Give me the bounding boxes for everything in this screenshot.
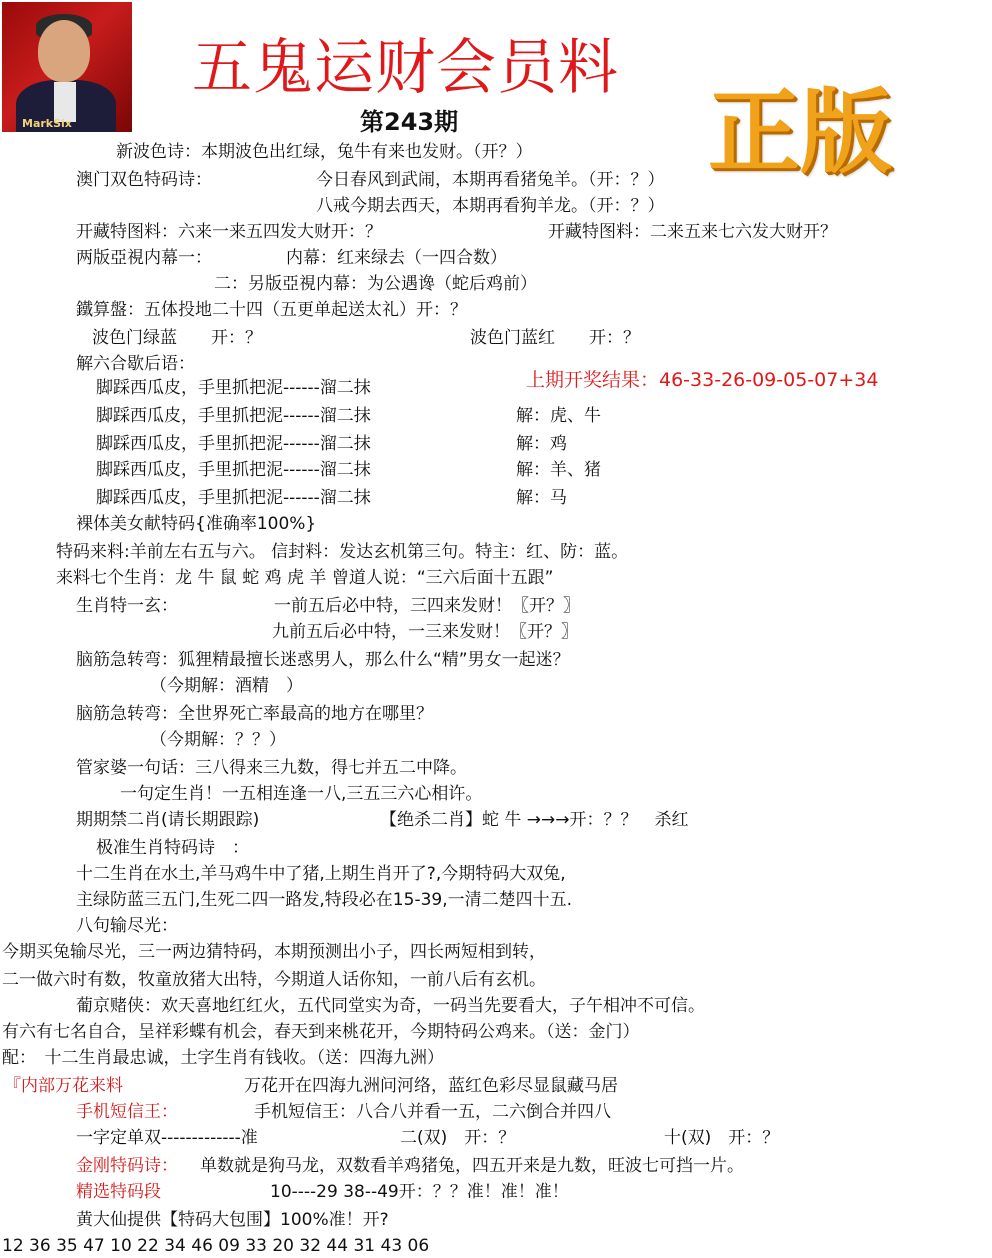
text-line: 解：虎、牛 [516, 406, 601, 426]
text-line: 解：羊、猪 [516, 460, 601, 480]
text-line: 10----29 38--49开：？？准！准！准！ [270, 1182, 569, 1202]
text-line: 万花开在四海九洲问河络，蓝红色彩尽显鼠藏马居 [244, 1076, 618, 1096]
text-line: 一字定单双-------------准 [76, 1128, 258, 1148]
text-line: 澳门双色特码诗： [76, 170, 212, 190]
portrait-photo [2, 2, 132, 132]
text-line: 新波色诗：本期波色出红绿，兔牛有来也发财。（开？） [116, 142, 533, 162]
text-line: 八戒今期去西天，本期再看狗羊龙。（开：？） [316, 196, 665, 216]
text-line: 管家婆一句话：三八得来三九数，得七并五二中降。 [76, 758, 467, 778]
text-line: 配： 十二生肖最忠诚，土字生肖有钱收。（送：四海九洲） [2, 1048, 444, 1068]
text-line: 开藏特图料：六来一来五四发大财开：？ [76, 222, 382, 242]
text-line: 八句输尽光： [76, 916, 178, 936]
text-line: 开藏特图料：二来五来七六发大财开？ [548, 222, 837, 242]
text-line: 脚踩西瓜皮，手里抓把泥------溜二抹 [96, 378, 371, 398]
text-line: 一句定生肖！一五相连逢一八,三五三六心相许。 [120, 784, 483, 804]
text-line: 脚踩西瓜皮，手里抓把泥------溜二抹 [96, 488, 371, 508]
text-line: 黄大仙提供【特码大包围】100%准！开? [76, 1210, 389, 1230]
text-line: 波色门蓝红 开：？ [470, 328, 640, 348]
photo-caption: MarkSix [22, 117, 72, 130]
text-line: 主绿防蓝三五门,生死二四一路发,特段必在15-39,一清二楚四十五. [76, 890, 573, 910]
text-line: 二(双) 开：？ [400, 1128, 516, 1148]
text-line: 极准生肖特码诗 ： [96, 838, 249, 858]
text-line: 鐵算盤：五体投地二十四（五更单起送太礼）开：？ [76, 300, 467, 320]
text-line: （今期解：酒精 ） [150, 676, 303, 696]
text-line: 解六合歇后语： [76, 354, 195, 374]
text-line: 来料七个生肖：龙 牛 鼠 蛇 鸡 虎 羊 曾道人说：“三六后面十五跟” [56, 568, 554, 588]
text-line: 脚踩西瓜皮，手里抓把泥------溜二抹 [96, 406, 371, 426]
text-line-red: 『内部万花来料 [4, 1076, 123, 1096]
text-line: 特码来料:羊前左右五与六。 信封料：发达玄机第三句。特主：红、防：蓝。 [56, 542, 629, 562]
text-line: 脑筋急转弯：狐狸精最擅长迷惑男人，那么什么“精”男女一起迷？ [76, 650, 570, 670]
text-line: 二：另版亞視内幕：为公遇谗（蛇后鸡前） [214, 274, 537, 294]
text-line: 生肖特一玄： [76, 596, 178, 616]
text-line: 内幕：红来绿去（一四合数） [286, 248, 507, 268]
text-line: 二一做六时有数，牧童放猪大出特，今期道人话你知，一前八后有玄机。 [2, 970, 546, 990]
page-title: 五鬼运财会员料 [192, 33, 619, 103]
text-line: 两版亞視内幕一： [76, 248, 212, 268]
text-line-red: 精选特码段 [76, 1182, 161, 1202]
portrait-face [38, 20, 90, 82]
issue-number: 第243期 [360, 108, 459, 136]
text-line: 波色门绿蓝 开：？ [92, 328, 262, 348]
text-line: 今日春风到武闹，本期再看猪兔羊。（开：？） [316, 170, 665, 190]
text-line: 手机短信王：八合八并看一五，二六倒合并四八 [254, 1102, 611, 1122]
genuine-badge: 正版 [708, 78, 893, 186]
text-line: 九前五后必中特，一三来发财！〖开？〗 [272, 622, 578, 642]
text-line: 裸体美女献特码{准确率100%} [76, 514, 317, 534]
text-line: 十(双) 开：？ [664, 1128, 780, 1148]
portrait-shirt [54, 82, 76, 122]
text-line: 12 36 35 47 10 22 34 46 09 33 20 32 44 31 43 06 [2, 1236, 430, 1256]
text-line-red: 金刚特码诗： [76, 1156, 178, 1176]
text-line: 脚踩西瓜皮，手里抓把泥------溜二抹 [96, 460, 371, 480]
text-line: 脚踩西瓜皮，手里抓把泥------溜二抹 [96, 434, 371, 454]
text-line: 单数就是狗马龙，双数看羊鸡猪兔，四五开来是九数，旺波七可挡一片。 [200, 1156, 744, 1176]
text-line: 解：马 [516, 488, 567, 508]
text-line: 一前五后必中特，三四来发财！〖开？〗 [274, 596, 580, 616]
text-line: （今期解：？？） [150, 730, 286, 750]
text-line: 有六有七名自合，呈祥彩蝶有机会，春天到来桃花开，今期特码公鸡来。（送：金门） [2, 1022, 640, 1042]
text-line: 脑筋急转弯：全世界死亡率最高的地方在哪里？ [76, 704, 433, 724]
text-line-red: 手机短信王： [76, 1102, 178, 1122]
text-line: 【绝杀二肖】蛇 牛 →→→开：？？ 杀红 [380, 810, 689, 830]
text-line: 十二生肖在水土,羊马鸡牛中了猪,上期生肖开了?,今期特码大双兔, [76, 864, 566, 884]
text-line: 期期禁二肖(请长期跟踪) [76, 810, 260, 830]
text-line: 解：鸡 [516, 434, 567, 454]
last-draw-result: 上期开奖结果：46-33-26-09-05-07+34 [526, 369, 879, 391]
text-line: 葡京赌侠：欢天喜地红红火，五代同堂实为奇，一码当先要看大，子午相冲不可信。 [76, 996, 705, 1016]
text-line: 今期买兔输尽光，三一两边猜特码，本期预测出小子，四长两短相到转， [2, 942, 546, 962]
